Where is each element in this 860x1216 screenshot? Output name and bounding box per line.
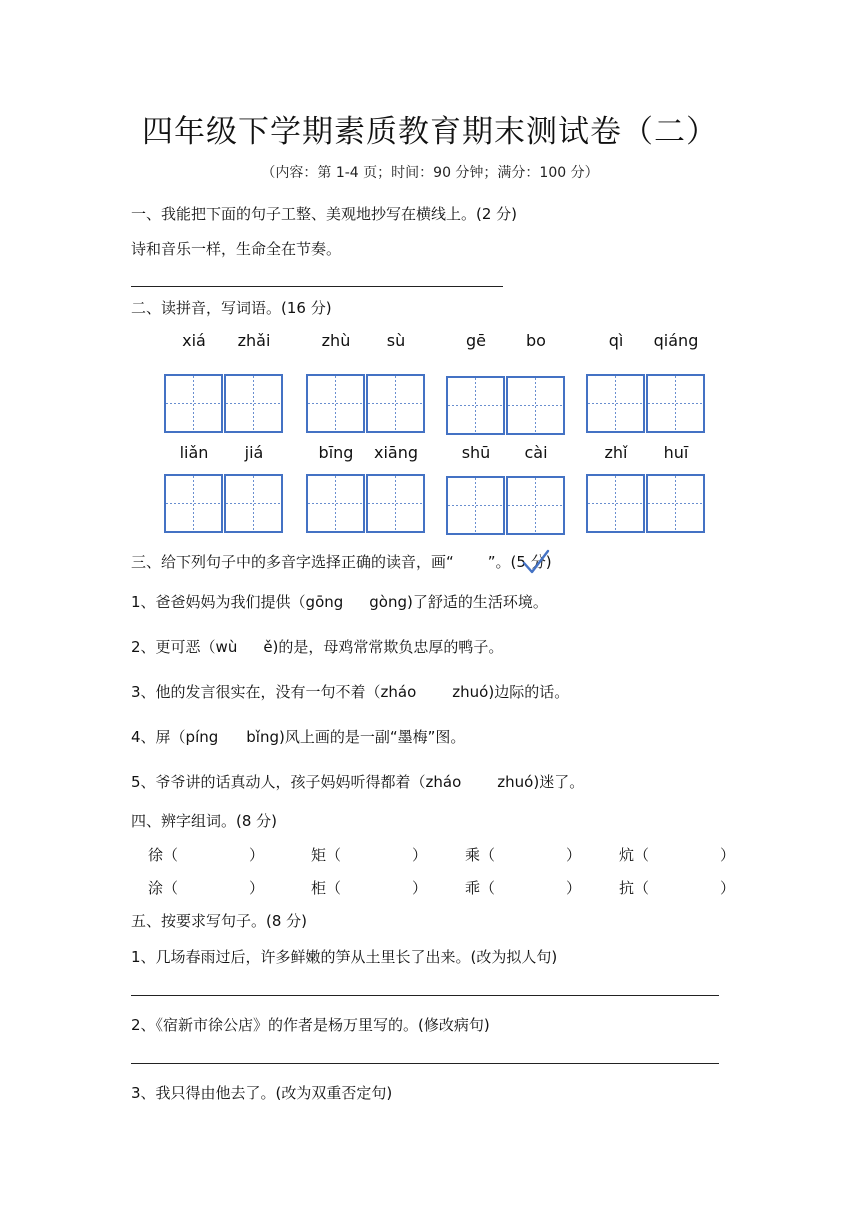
word-group-close: ） [412,846,428,864]
tianzige-box[interactable] [646,374,705,433]
section-2-heading: 二、读拼音，写词语。(16 分) [131,299,332,317]
pinyin-label: liǎn [179,443,209,462]
reading-option-b[interactable]: zhuó) [497,773,540,791]
page-title: 四年级下学期素质教育期末测试卷（二） [142,114,718,150]
word-group-close: ） [249,846,265,864]
pinyin-label: shū [461,443,491,462]
grid-guide [308,476,363,531]
polyphone-item-text: 4、屏（ [131,728,186,746]
tianzige-box[interactable] [306,474,365,533]
word-group-char: 乘（ [465,846,496,864]
reading-option-b[interactable]: gòng) [369,593,413,611]
word-group-close: ） [566,846,582,864]
polyphone-item [131,681,569,702]
tianzige-box[interactable] [306,374,365,433]
pinyin-label: zhù [321,331,351,350]
tianzige-box[interactable] [586,374,645,433]
section-4-heading: 四、辨字组词。(8 分) [131,812,278,830]
word-group-blank[interactable] [182,877,246,897]
word-group-blank[interactable] [499,877,563,897]
word-group-close: ） [249,879,265,897]
word-group-blank[interactable] [499,844,563,864]
word-group-close: ） [720,846,736,864]
check-mark-icon [522,549,550,575]
tianzige-box[interactable] [164,374,223,433]
section-5-item-1: 1、几场春雨过后，许多鲜嫩的笋从土里长了出来。(改为拟人句) [131,948,558,966]
pinyin-label: huī [663,443,689,462]
pinyin-label: qì [608,331,624,350]
word-group-blank[interactable] [345,844,409,864]
polyphone-item-text-end: 了舒适的生活环境。 [412,593,548,611]
grid-guide [448,478,503,533]
polyphone-item-text: 2、更可恶（ [131,638,216,656]
polyphone-item [131,591,548,612]
word-group-close: ） [566,879,582,897]
pinyin-label: xiá [182,331,206,350]
grid-guide [508,378,563,433]
word-group-blank[interactable] [653,844,717,864]
section-1-heading: 一、我能把下面的句子工整、美观地抄写在横线上。(2 分) [131,205,518,223]
pinyin-label: gē [466,331,486,350]
pinyin-label: zhǎi [237,331,271,350]
pinyin-label: cài [524,443,548,462]
grid-guide [588,376,643,431]
tianzige-box[interactable] [366,474,425,533]
section-3-heading-pre: 三、给下列句子中的多音字选择正确的读音，画“ [131,553,454,571]
grid-guide [166,376,221,431]
grid-guide [166,476,221,531]
grid-guide [368,376,423,431]
reading-option-b[interactable]: bǐng) [246,728,285,746]
tianzige-box[interactable] [366,374,425,433]
section-5-item-3: 3、我只得由他去了。(改为双重否定句) [131,1084,393,1102]
tianzige-box[interactable] [164,474,223,533]
grid-guide [508,478,563,533]
grid-guide [648,376,703,431]
word-group-char: 炕（ [619,846,650,864]
polyphone-item-text-end: 风上画的是一副“墨梅”图。 [284,728,466,746]
grid-guide [588,476,643,531]
reading-option-b[interactable]: zhuó) [452,683,495,701]
tianzige-box[interactable] [224,374,283,433]
pinyin-label: qiáng [653,331,699,350]
reading-option-a[interactable]: píng [185,728,219,746]
word-group-close: ） [412,879,428,897]
pinyin-label: jiá [244,443,264,462]
answer-line-5-1[interactable] [131,995,719,996]
pinyin-label: bo [526,331,546,350]
grid-guide [308,376,363,431]
polyphone-item [131,636,503,657]
reading-option-a[interactable]: zháo [380,683,417,701]
reading-option-a[interactable]: gōng [305,593,344,611]
pinyin-label: bīng [318,443,354,462]
grid-guide [448,378,503,433]
section-5-item-2: 2、《宿新市徐公店》的作者是杨万里写的。(修改病句) [131,1016,490,1034]
pinyin-label: xiāng [373,443,418,462]
word-group-char: 涂（ [148,879,179,897]
pinyin-label: sù [386,331,406,350]
polyphone-item [131,726,465,747]
grid-guide [648,476,703,531]
tianzige-box[interactable] [586,474,645,533]
grid-guide [368,476,423,531]
word-group-char: 抗（ [619,879,650,897]
section-3-heading-post: ”。(5 分) [487,553,552,571]
answer-line-1[interactable] [131,286,503,287]
word-group-blank[interactable] [182,844,246,864]
answer-line-5-2[interactable] [131,1063,719,1064]
section-1-sentence: 诗和音乐一样，生命全在节奏。 [131,240,342,258]
tianzige-box[interactable] [646,474,705,533]
tianzige-box[interactable] [506,476,565,535]
reading-option-a[interactable]: zháo [425,773,462,791]
word-group-close: ） [720,879,736,897]
tianzige-box[interactable] [224,474,283,533]
word-group-char: 乖（ [465,879,496,897]
polyphone-item-text-end: 迷了。 [539,773,585,791]
word-group-char: 徐（ [148,846,179,864]
section-5-heading: 五、按要求写句子。(8 分) [131,912,308,930]
tianzige-box[interactable] [506,376,565,435]
polyphone-item-text: 3、他的发言很实在，没有一句不着（ [131,683,381,701]
word-group-blank[interactable] [653,877,717,897]
reading-option-a[interactable]: wù [215,638,238,656]
word-group-char: 矩（ [311,846,342,864]
word-group-char: 柜（ [311,879,342,897]
tianzige-box[interactable] [446,376,505,435]
polyphone-item-text: 5、爷爷讲的话真动人，孩子妈妈听得都着（ [131,773,426,791]
pinyin-label: zhǐ [604,443,628,462]
polyphone-item-text: 1、爸爸妈妈为我们提供（ [131,593,306,611]
page-subtitle: （内容：第 1-4 页；时间：90 分钟；满分：100 分） [261,165,599,181]
polyphone-item-text-end: 边际的话。 [494,683,570,701]
polyphone-item [131,771,584,792]
tianzige-box[interactable] [446,476,505,535]
grid-guide [226,376,281,431]
grid-guide [226,476,281,531]
reading-option-b[interactable]: ě) [263,638,279,656]
polyphone-item-text-end: 的是，母鸡常常欺负忠厚的鸭子。 [278,638,504,656]
section-3-heading [131,551,552,572]
word-group-blank[interactable] [345,877,409,897]
